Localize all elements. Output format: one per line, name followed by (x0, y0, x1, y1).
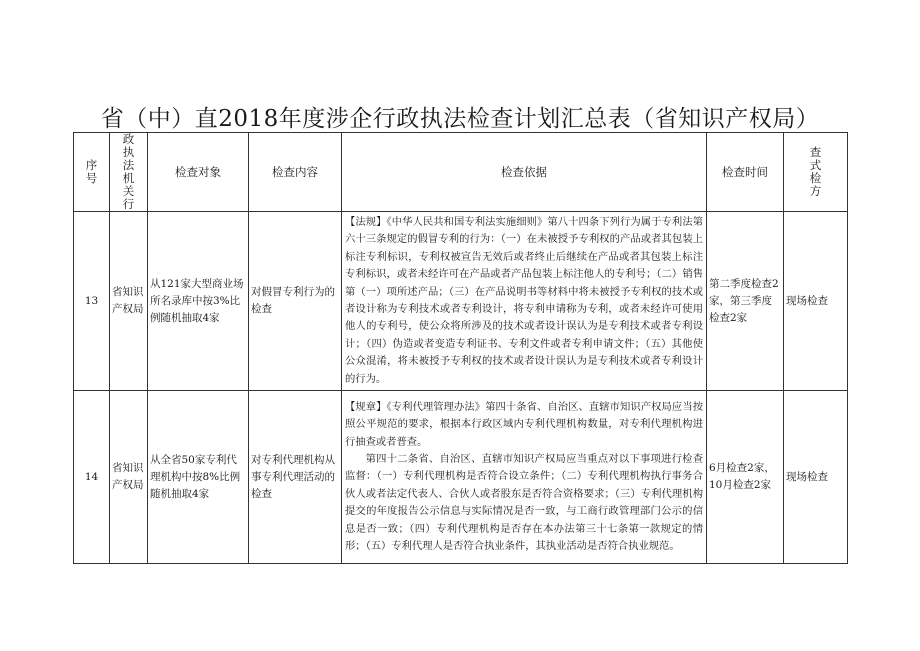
basis-paragraph: 第四十二条省、自治区、直辖市知识产权局应当重点对以下事项进行检查监督：（一）专利代理机构是否符合设立条件；（二）专利代理机构执行事务合伙人或者法定代表人、合伙人或者股东是否符合资格要求；（三）专利代理机构提交的年度报告公示信息与实际情况是否一致，与工商行政管理部门公示的信息是否一致；（四）专利代理机构是否存在本办法第三十七条第一款规定的情形；（五）专利代理人是否符合执业条件，其执业活动是否符合执业规范。 (345, 452, 703, 552)
cell-basis (342, 391, 707, 564)
header-time: 检查时间 (707, 133, 784, 212)
basis-paragraph: 【规章】《专利代理管理办法》第四十条省、自治区、直辖市知识产权局应当按照公平规范的要求，根据本行政区域内专利代理机构数量，对专利代理机构进行抽查或者普查。 (345, 400, 703, 448)
cell-target: 从121家大型商业场所名录库中按3%比例随机抽取4家 (148, 212, 249, 391)
cell-basis (342, 212, 707, 391)
page-title: 省（中）直2018年度涉企行政执法检查计划汇总表（省知识产权局） (100, 106, 820, 132)
cell-seq: 14 (74, 391, 110, 564)
cell-content: 对专利代理机构从事专利代理活动的检查 (249, 391, 342, 564)
header-row (74, 133, 848, 212)
header-target: 检查对象 (148, 133, 249, 212)
table-row (74, 212, 848, 391)
cell-agency: 省知识产权局 (110, 212, 148, 391)
cell-method: 现场检查 (784, 212, 848, 391)
cell-agency: 省知识产权局 (110, 391, 148, 564)
cell-target: 从全省50家专利代理机构中按8%比例随机抽取4家 (148, 391, 249, 564)
cell-time: 第二季度检查2家，第三季度检查2家 (707, 212, 784, 391)
cell-method: 现场检查 (784, 391, 848, 564)
table-row (74, 391, 848, 564)
header-agency: 政执法机关行 (110, 133, 148, 212)
cell-content: 对假冒专利行为的检查 (249, 212, 342, 391)
header-basis: 检查依据 (342, 133, 707, 212)
header-seq: 序号 (74, 133, 110, 212)
cell-time: 6月检查2家，10月检查2家 (707, 391, 784, 564)
inspection-plan-table (73, 132, 848, 564)
header-method: 查式检方 (784, 133, 848, 212)
cell-seq: 13 (74, 212, 110, 391)
header-content: 检查内容 (249, 133, 342, 212)
basis-paragraph: 【法规】《中华人民共和国专利法实施细则》第八十四条下列行为属于专利法第六十三条规定的假冒专利的行为：（一）在未被授予专利权的产品或者其包装上标注专利标识，专利权被宣告无效后或者终止后继续在产品或者其包装上标注专利标识，或者未经许可在产品或者产品包装上标注他人的专利号；（二）销售第（一）项所述产品；（三）在产品说明书等材料中将未被授予专利权的技术或者设计称为专利技术或者专利设计，将专利申请称为专利，或者未经许可使用他人的专利号，使公众将所涉及的技术或者设计误认为是专利技术或者专利设计；（四）伪造或者变造专利证书、专利文件或者专利申请文件；（五）其他使公众混淆，将未被授予专利权的技术或者设计误认为是专利技术或者专利设计的行为。 (345, 216, 703, 385)
